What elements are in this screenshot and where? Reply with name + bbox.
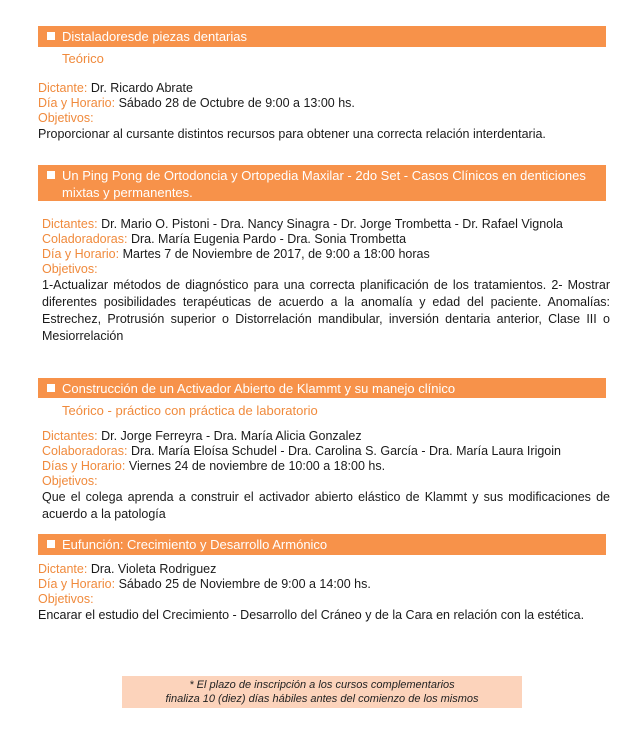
horario-value: Sábado 25 de Noviembre de 9:00 a 14:00 hs.: [118, 577, 371, 591]
course-1-subtitle: Teórico: [62, 51, 104, 66]
colaboradoras-value: Dra. María Eugenia Pardo - Dra. Sonia Trombetta: [130, 232, 407, 246]
dictantes-value: Dr. Mario O. Pistoni - Dra. Nancy Sinagra - Dr. Jorge Trombetta - Dr. Rafael Vignola: [101, 217, 563, 231]
horario-value: Sábado 28 de Octubre de 9:00 a 13:00 hs.: [118, 96, 355, 110]
course-3-header: [38, 378, 606, 398]
horario-value: Martes 7 de Noviembre de 2017, de 9:00 a 18:00 horas: [122, 247, 430, 261]
objetivos-text: Proporcionar al cursante distintos recursos para obtener una correcta relación interdentaria.: [38, 127, 546, 141]
dictantes-label: Dictantes:: [42, 217, 98, 231]
dictante-label: Dictante:: [38, 81, 88, 95]
course-1-details: [38, 81, 606, 143]
colaboradoras-label: Coladoradoras:: [42, 232, 128, 246]
objetivos-label: Objetivos:: [42, 474, 98, 488]
dictante-value: Dra. Violeta Rodriguez: [90, 562, 217, 576]
bullet-square-icon: [47, 540, 55, 548]
colaboradoras-label: Colaboradoras:: [42, 444, 128, 458]
dictantes-value: Dr. Jorge Ferreyra - Dra. María Alicia Gonzalez: [101, 429, 362, 443]
course-3-title: Construcción de un Activador Abierto de Klammt y su manejo clínico: [62, 381, 456, 396]
course-4-details: [38, 562, 606, 624]
course-1-title: Distaladoresde piezas dentarias: [62, 29, 247, 44]
horario-label: Día y Horario:: [38, 96, 116, 110]
course-2-header: [38, 165, 606, 201]
bullet-square-icon: [47, 384, 55, 392]
course-4-title: Eufunción: Crecimiento y Desarrollo Armónico: [62, 537, 328, 552]
dictantes-label: Dictantes:: [42, 429, 98, 443]
objetivos-label: Objetivos:: [42, 262, 98, 276]
registration-note: [122, 676, 522, 708]
bullet-square-icon: [47, 171, 55, 179]
course-3-subtitle: Teórico - práctico con práctica de laboratorio: [62, 403, 318, 418]
objetivos-text: Encarar el estudio del Crecimiento - Desarrollo del Cráneo y de la Cara en relación con la estética.: [38, 608, 585, 622]
colaboradoras-value: Dra. María Eloísa Schudel - Dra. Carolina S. García - Dra. María Laura Irigoin: [130, 444, 561, 458]
objetivos-label: Objetivos:: [38, 592, 94, 606]
objetivos-text: Que el colega aprenda a construir el activador abierto elástico de Klammt y sus modificaciones de acuerdo a la patología: [42, 490, 610, 521]
course-1-header: [38, 26, 606, 47]
dictante-label: Dictante:: [38, 562, 88, 576]
objetivos-label: Objetivos:: [38, 111, 94, 125]
horario-label: Día y Horario:: [42, 247, 120, 261]
course-4-header: [38, 534, 606, 555]
course-2-title: Un Ping Pong de Ortodoncia y Ortopedia Maxilar - 2do Set - Casos Clínicos en denticiones mixtas y permanentes.: [62, 168, 586, 200]
note-line-1: * El plazo de inscripción a los cursos complementarios: [189, 679, 455, 691]
objetivos-text: 1-Actualizar métodos de diagnóstico para una correcta planificación de los tratamientos. 2- Mostrar diferentes posibilidades terapéuticas de acuerdo a la anomalía y edad del paciente. Anomalías: Estrechez, Protrusión superior o Distorrelación mandibular, inversión dentaria anterior, Clase III o Mesiorrelación: [42, 278, 610, 343]
course-3-details: [42, 429, 610, 523]
dictante-value: Dr. Ricardo Abrate: [90, 81, 193, 95]
course-2-details: [42, 217, 610, 345]
horario-value: Viernes 24 de noviembre de 10:00 a 18:00 hs.: [128, 459, 386, 473]
bullet-square-icon: [47, 32, 55, 40]
note-line-2: finaliza 10 (diez) días hábiles antes del comienzo de los mismos: [165, 693, 479, 705]
horario-label: Día y Horario:: [38, 577, 116, 591]
horario-label: Días y Horario:: [42, 459, 126, 473]
